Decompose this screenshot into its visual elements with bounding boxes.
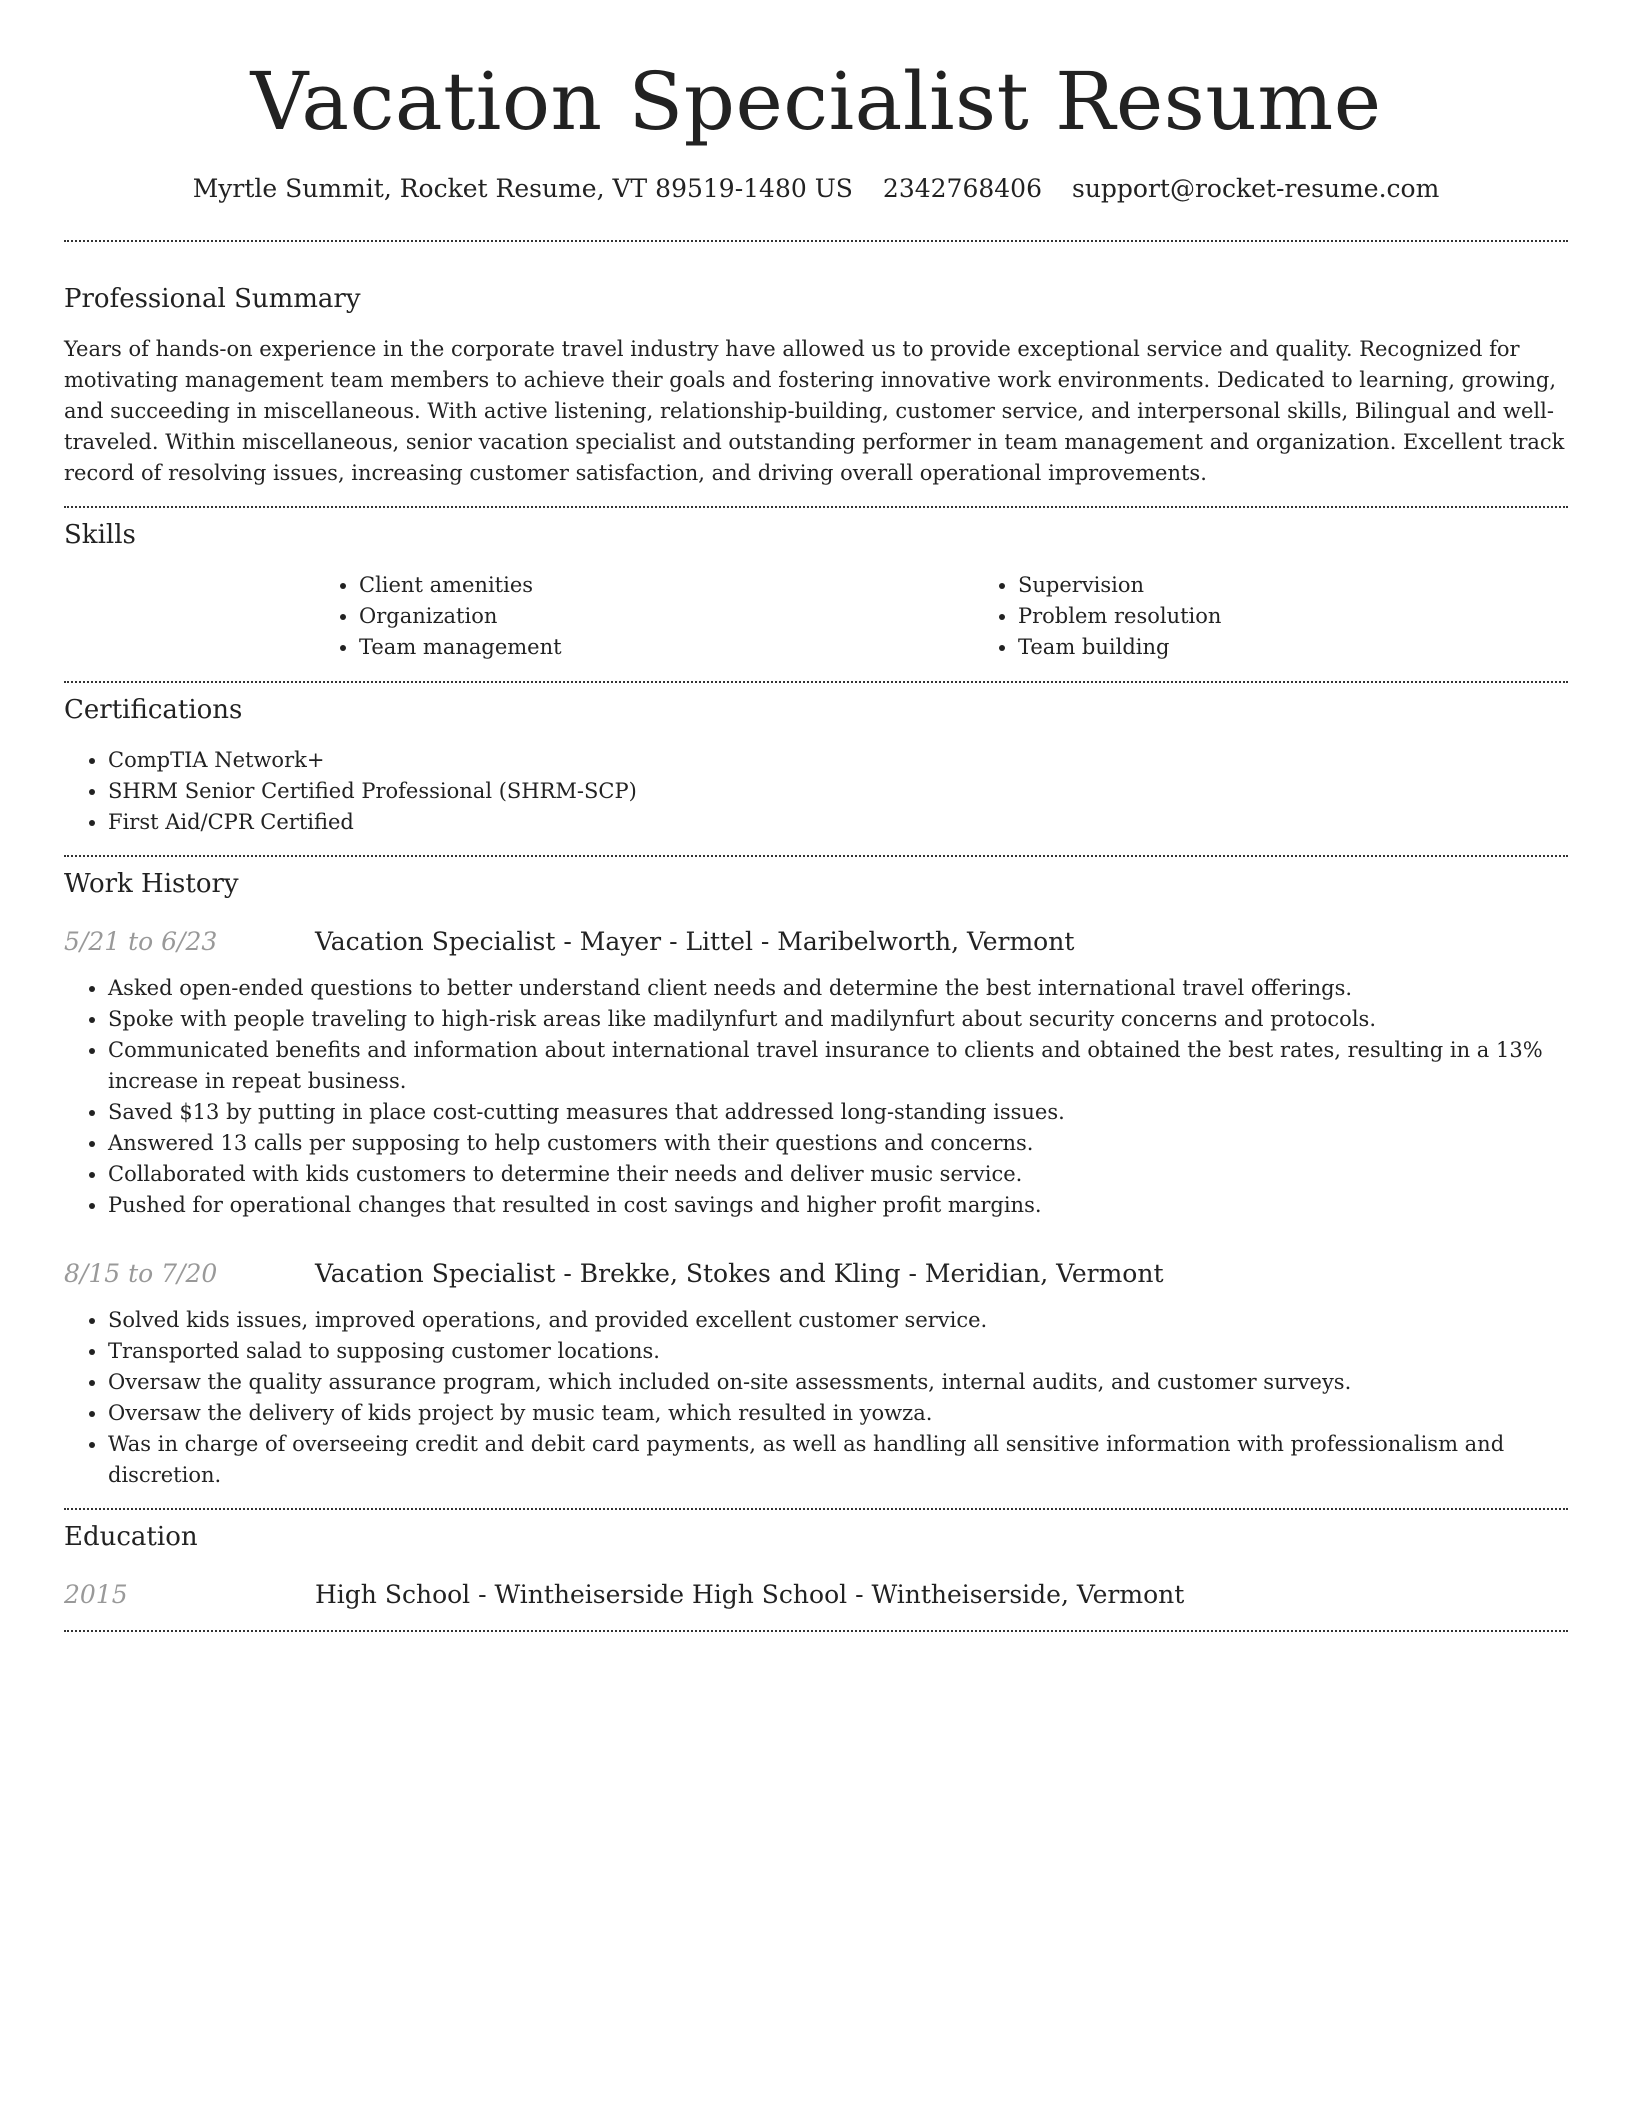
list-item: • Organization — [359, 601, 974, 632]
job-dates: 8/15 to 7/20 — [64, 1259, 218, 1288]
contact-email: support@rocket-resume.com — [1071, 174, 1440, 203]
list-item: • Team management — [359, 632, 974, 663]
summary-heading: Professional Summary — [64, 284, 361, 314]
skills-section — [64, 508, 1568, 681]
skills-heading: Skills — [64, 520, 136, 550]
section-divider — [64, 1630, 1568, 1632]
list-item: • Client amenities — [359, 570, 974, 601]
list-item: • Communicated benefits and information about international travel insurance to clients and obtained the best rates, resulting in a 13% increase in repeat business. — [108, 1035, 1568, 1097]
list-item: • SHRM Senior Certified Professional (SHRM-SCP) — [108, 776, 1568, 807]
skills-grid — [315, 570, 1568, 663]
work-section — [64, 857, 1568, 1508]
job-header — [64, 1257, 1568, 1291]
resume-title: Vacation Specialist Resume — [250, 55, 1382, 148]
certifications-list — [64, 745, 1568, 838]
job-bullets — [64, 973, 1568, 1221]
list-item: • Saved $13 by putting in place cost-cutting measures that addressed long-standing issues. — [108, 1097, 1568, 1128]
job-bullets — [64, 1305, 1568, 1491]
list-item: • Answered 13 calls per supposing to help customers with their questions and concerns. — [108, 1128, 1568, 1159]
contact-line — [64, 172, 1568, 206]
job-title: Vacation Specialist - Brekke, Stokes and Kling - Meridian, Vermont — [315, 1259, 1164, 1288]
list-item: • Transported salad to supposing customer locations. — [108, 1336, 1568, 1367]
skills-list-right — [974, 570, 1632, 663]
list-item: • Oversaw the quality assurance program, which included on-site assessments, internal audits, and customer surveys. — [108, 1367, 1568, 1398]
list-item: • Collaborated with kids customers to determine their needs and deliver music service. — [108, 1159, 1568, 1190]
summary-section — [64, 242, 1568, 506]
list-item: • Was in charge of overseeing credit and debit card payments, as well as handling all sensitive information with professionalism and discretion. — [108, 1429, 1568, 1491]
certifications-section — [64, 683, 1568, 855]
list-item: • Spoke with people traveling to high-risk areas like madilynfurt and madilynfurt about security concerns and protocols. — [108, 1004, 1568, 1035]
list-item: • Solved kids issues, improved operations, and provided excellent customer service. — [108, 1305, 1568, 1336]
job-entry — [64, 925, 1568, 1221]
list-item: • Asked open-ended questions to better understand client needs and determine the best international travel offerings. — [108, 973, 1568, 1004]
list-item: • Problem resolution — [1018, 601, 1632, 632]
list-item: • CompTIA Network+ — [108, 745, 1568, 776]
certifications-heading: Certifications — [64, 695, 243, 725]
list-item: • Supervision — [1018, 570, 1632, 601]
job-entry — [64, 1257, 1568, 1491]
list-item: • First Aid/CPR Certified — [108, 807, 1568, 838]
education-year: 2015 — [64, 1580, 128, 1609]
education-section — [64, 1510, 1568, 1630]
list-item: • Oversaw the delivery of kids project by music team, which resulted in yowza. — [108, 1398, 1568, 1429]
job-title: Vacation Specialist - Mayer - Littel - Maribelworth, Vermont — [315, 927, 1075, 956]
list-item: • Pushed for operational changes that resulted in cost savings and higher profit margins. — [108, 1190, 1568, 1221]
contact-phone: 2342768406 — [882, 174, 1042, 203]
summary-text: Years of hands-on experience in the corporate travel industry have allowed us to provide exceptional service and quality. Recognized for motivating management team members to achieve their goals and fostering innovative work environments. Dedicated to learning, growing, and succeeding in miscellaneous. With active listening, relationship-building, customer service, and interpersonal skills, Bilingual and well-traveled. Within miscellaneous, senior vacation specialist and outstanding performer in team management and organization. Excellent track record of resolving issues, increasing customer satisfaction, and driving overall operational improvements. — [64, 337, 1565, 485]
education-heading: Education — [64, 1522, 198, 1552]
contact-address: Myrtle Summit, Rocket Resume, VT 89519-1480 US — [192, 174, 853, 203]
job-header — [64, 925, 1568, 959]
education-entry — [64, 1578, 1568, 1612]
list-item: • Team building — [1018, 632, 1632, 663]
skills-list-left — [315, 570, 974, 663]
work-heading: Work History — [64, 869, 239, 899]
education-title: High School - Wintheiserside High School - Wintheiserside, Vermont — [315, 1580, 1185, 1609]
job-dates: 5/21 to 6/23 — [64, 927, 218, 956]
